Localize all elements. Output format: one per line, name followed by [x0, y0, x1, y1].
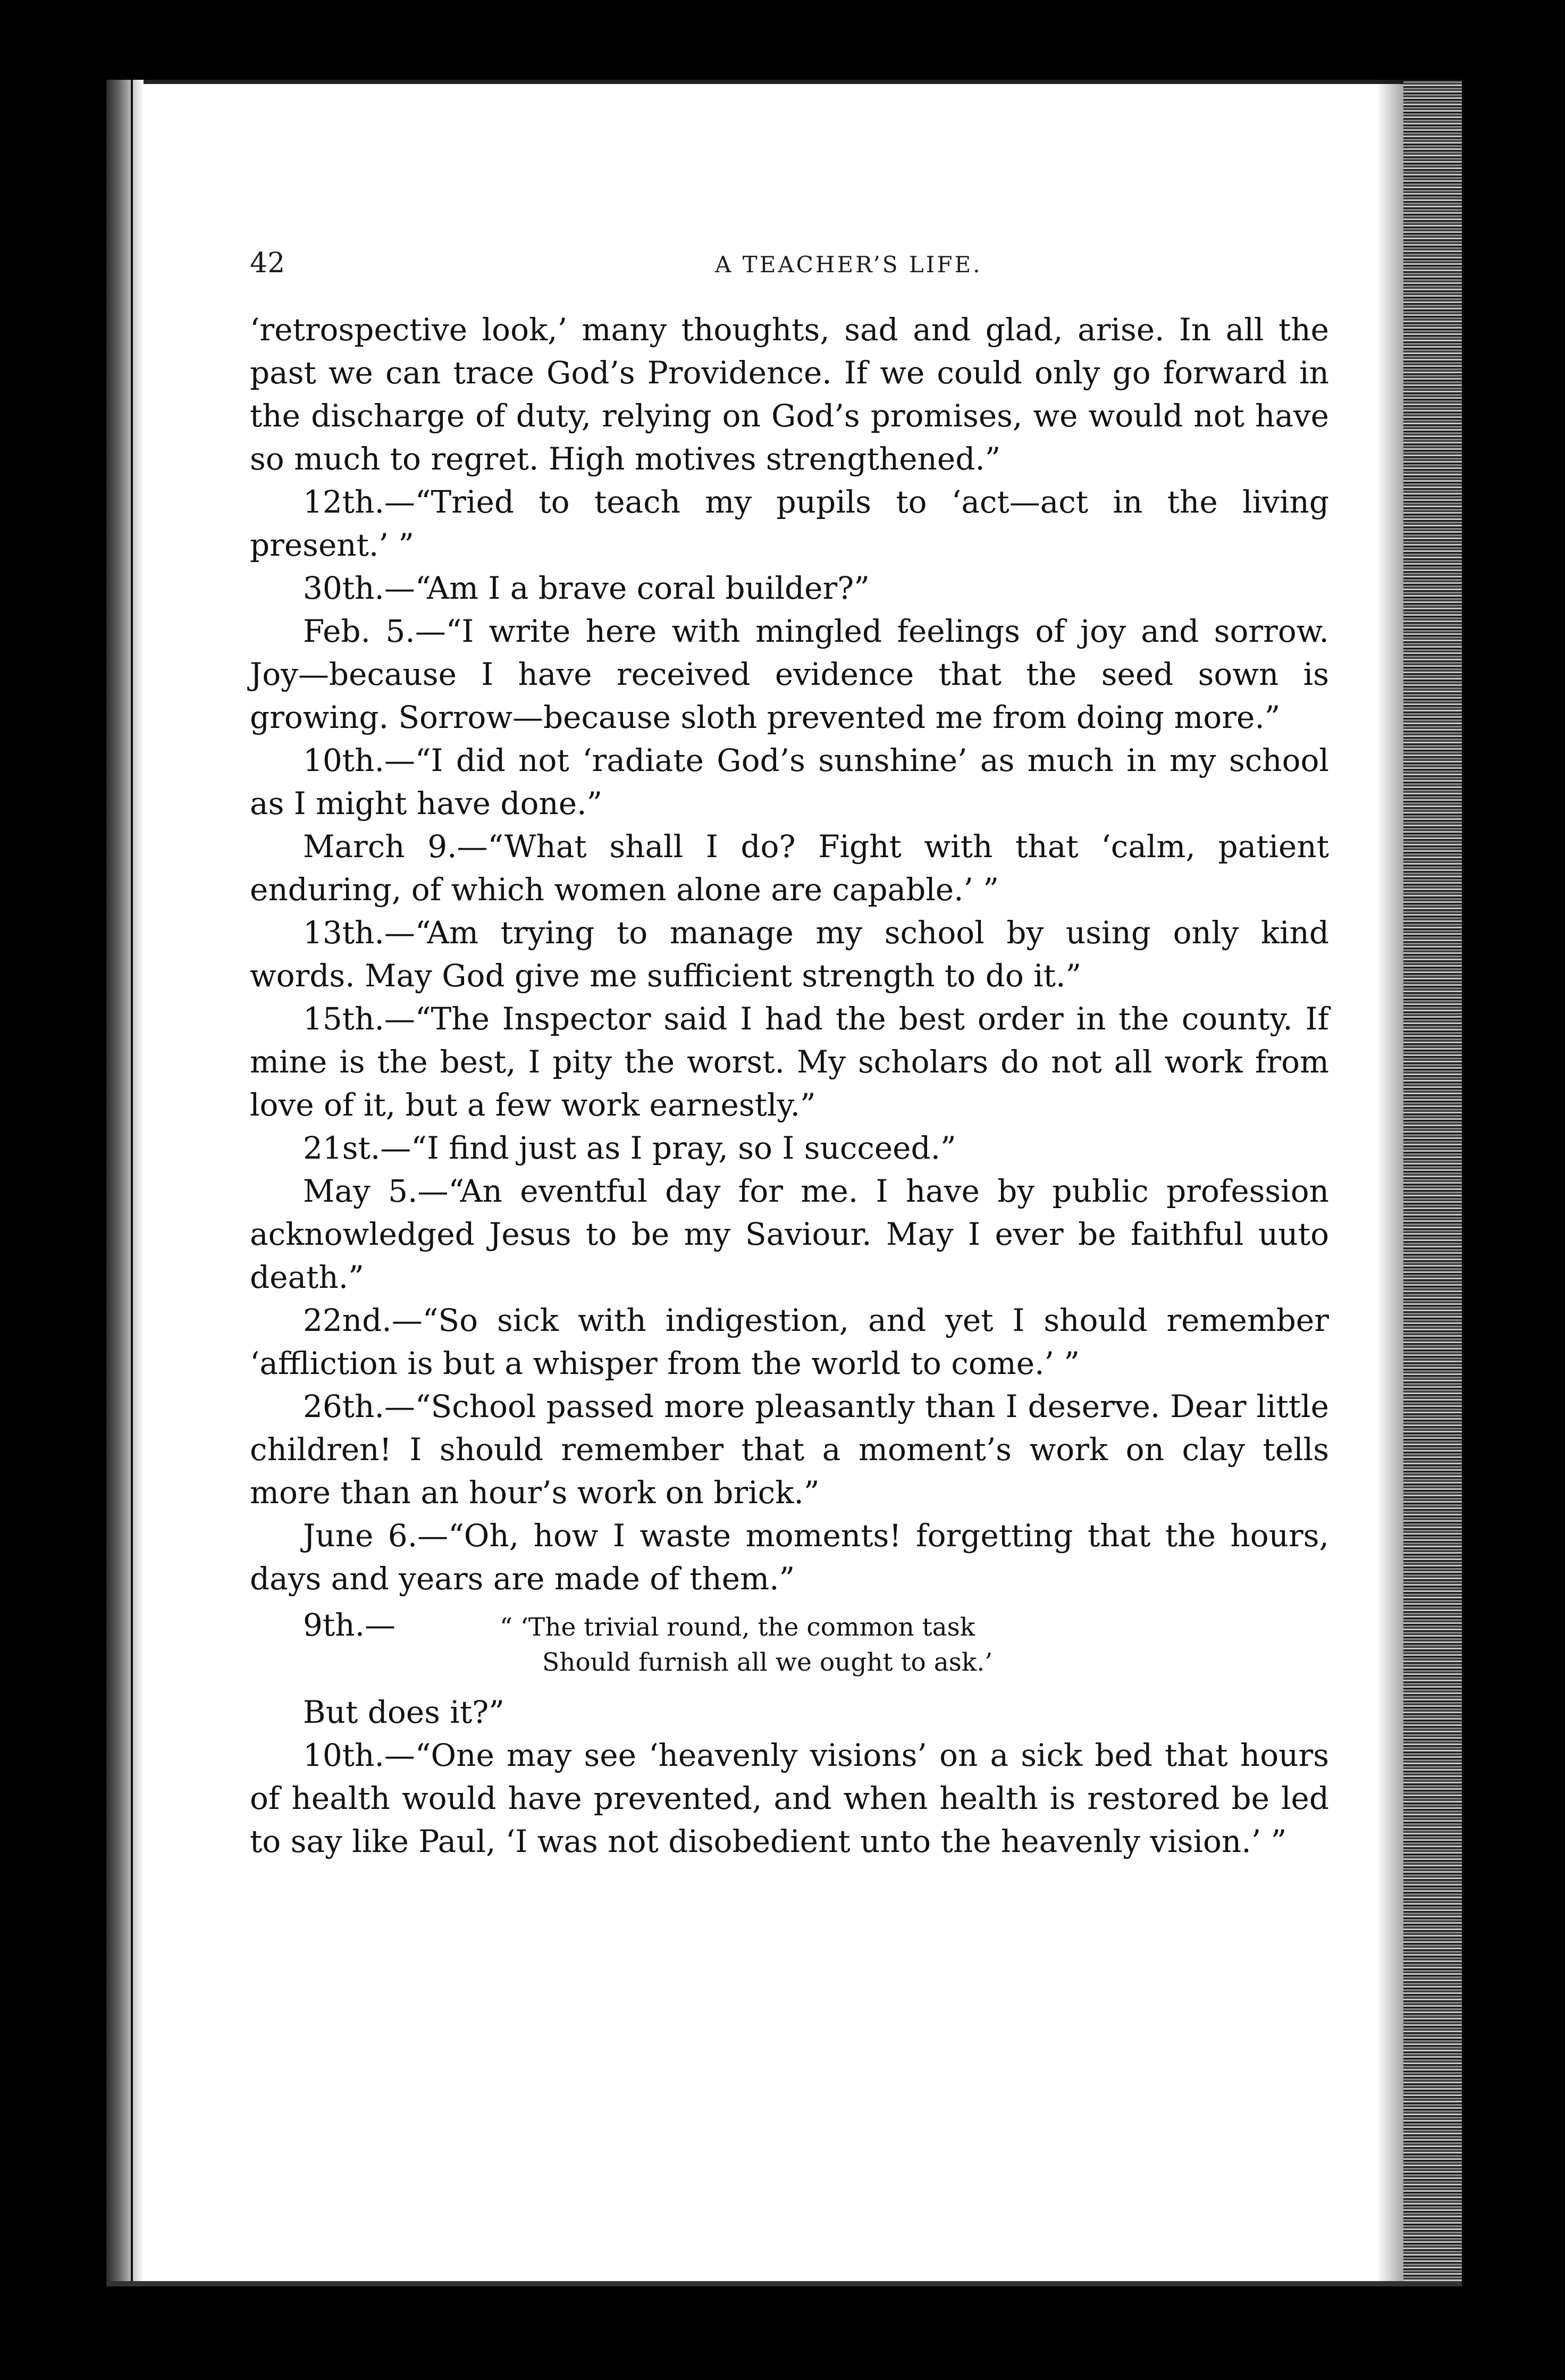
verse-followup: But does it?” — [303, 1694, 504, 1730]
diary-entry: March 9.—“What shall I do? Fight with that ‘calm, patient enduring, of which women alone are capable.’ ” — [250, 828, 1329, 908]
diary-entry: 15th.—“The Inspector said I had the best order in the county. If mine is the best, I pity the worst. My scholars do not all work from love of it, but a few work earnestly.” — [250, 1001, 1329, 1123]
diary-entry: 10th.—“One may see ‘heavenly visions’ on a sick bed that hours of health would have prevented, and when health is restored be led to say like Paul, ‘I was not disobedient unto the heavenly vision.’ ” — [250, 1737, 1329, 1859]
diary-entry: June 6.—“Oh, how I waste moments! forgetting that the hours, days and years are made of them.” — [250, 1518, 1329, 1597]
diary-entry: May 5.—“An eventful day for me. I have by public profession acknowledged Jesus to be my Saviour. May I ever be faithful uuto death.” — [250, 1173, 1329, 1295]
page-edge-shadow — [1377, 80, 1403, 2286]
diary-entry: Feb. 5.—“I write here with mingled feelings of joy and sorrow. Joy—because I have received evidence that the seed sown is growing. Sorrow—because sloth prevented me from doing more.” — [250, 613, 1329, 735]
binding-gutter — [106, 80, 144, 2286]
paragraph-continued: ‘retrospective look,’ many thoughts, sad and glad, arise. In all the past we can trace God’s Providence. If we could only go forward in the discharge of duty, relying on God’s promises, we would not have so much to regret. High motives strengthened.” — [250, 312, 1329, 477]
binding-line — [131, 80, 133, 2286]
diary-entry: 12th.—“Tried to teach my pupils to ‘act—act in the living present.’ ” — [250, 484, 1329, 563]
body-text — [250, 308, 1329, 1863]
diary-entry: 13th.—“Am trying to manage my school by using only kind words. May God give me sufficient strength to do it.” — [250, 915, 1329, 994]
diary-entry: 21st.—“I find just as I pray, so I succeed.” — [303, 1130, 956, 1166]
verse-quotation — [500, 1604, 992, 1680]
running-title: A TEACHER’S LIFE. — [715, 252, 982, 278]
verse-line: Should furnish all we ought to ask.’ — [542, 1648, 993, 1677]
running-header — [250, 247, 1329, 290]
verse-entry — [250, 1604, 1329, 1680]
diary-entry: 22nd.—“So sick with indigestion, and yet I should remember ‘affliction is but a whisper from the world to come.’ ” — [250, 1302, 1329, 1381]
page-fore-edge — [1403, 80, 1462, 2286]
verse-line: “ ‘The trivial round, the common task — [500, 1613, 975, 1642]
verse-entry-date: 9th.— — [303, 1607, 396, 1643]
diary-entry: 26th.—“School passed more pleasantly than I deserve. Dear little children! I should remember that a moment’s work on clay tells more than an hour’s work on brick.” — [250, 1388, 1329, 1511]
page-bottom-edge — [106, 2281, 1462, 2286]
page-number: 42 — [250, 247, 285, 279]
diary-entry: 30th.—“Am I a brave coral builder?” — [303, 570, 870, 606]
diary-entry: 10th.—“I did not ‘radiate God’s sunshine’ as much in my school as I might have done.” — [250, 742, 1329, 822]
page-top-edge — [106, 80, 1462, 84]
